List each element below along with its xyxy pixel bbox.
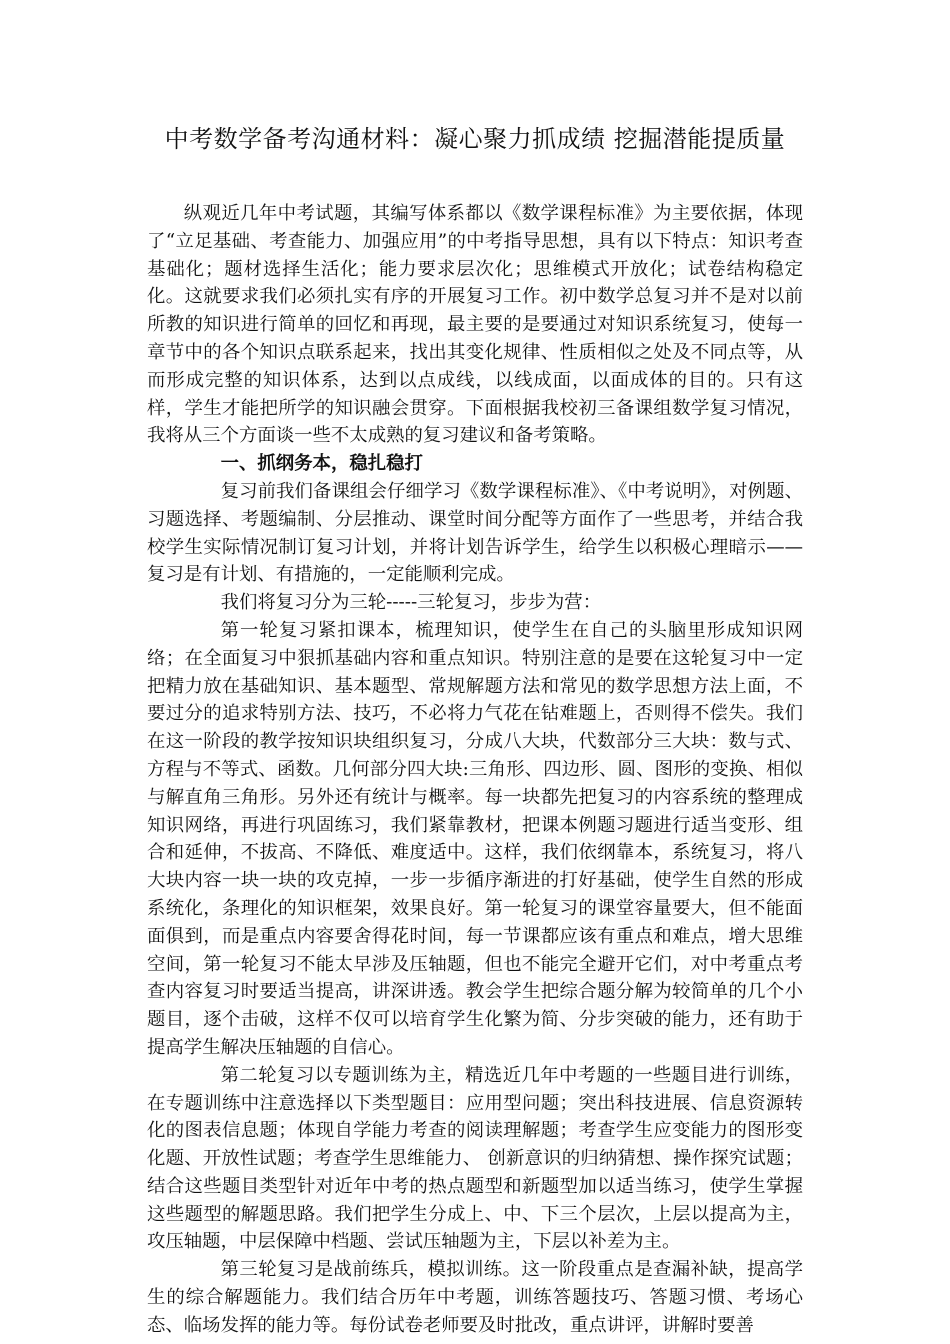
section-heading-1: 一、抓纲务本，稳扎稳打	[220, 453, 423, 475]
document-title: 中考数学备考沟通材料：凝心聚力抓成绩 挖掘潜能提质量	[164, 125, 786, 153]
intro-paragraph: 纵观近几年中考试题，其编写体系都以《数学课程标准》为主要依据，体现了“立足基础、考查能力、加强应用”的中考指导思想，具有以下特点：知识考查基础化；题材选择生活化；能力要求层次化；思维模式开放化；试卷结构稳定化。这就要求我们必须扎实有序的开展复习工作。初中数学总复习并不是对以前所教的知识进行简单的回忆和再现，最主要的是要通过对知识系统复习，使每一章节中的各个知识点联系起来，找出其变化规律、性质相似之处及不同点等，从而形成完整的知识体系，达到以点成线，以线成面，以面成体的目的。只有这样，学生才能把所学的知识融会贯穿。下面根据我校初三备课组数学复习情况，我将从三个方面谈一些不太成熟的复习建议和备考策略。	[147, 203, 803, 447]
section-paragraph-2: 我们将复习分为三轮-----三轮复习，步步为营：	[220, 592, 602, 614]
section-paragraph-3: 第一轮复习紧扣课本，梳理知识，使学生在自己的头脑里形成知识网络；在全面复习中狠抓基础内容和重点知识。特别注意的是要在这轮复习中一定把精力放在基础知识、基本题型、常规解题方法和常见的数学思想方法上面，不要过分的追求特别方法、技巧，不必将力气花在钻难题上，否则得不偿失。我们在这一阶段的教学按知识块组织复习，分成八大块，代数部分三大块：数与式、方程与不等式、函数。几何部分四大块:三角形、四边形、圆、图形的变换、相似与解直角三角形。另外还有统计与概率。每一块都先把复习的内容系统的整理成知识网络，再进行巩固练习，我们紧靠教材，把课本例题习题进行适当变形、组合和延伸，不拔高、不降低、难度适中。这样，我们依纲靠本，系统复习，将八大块内容一块一块的攻克掉，一步一步循序渐进的打好基础，使学生自然的形成系统化，条理化的知识框架，效果良好。第一轮复习的课堂容量要大，但不能面面俱到，而是重点内容要舍得花时间，每一节课都应该有重点和难点，增大思维空间，第一轮复习不能太早涉及压轴题，但也不能完全避开它们，对中考重点考查内容复习时要适当提高，讲深讲透。教会学生把综合题分解为较简单的几个小题目，逐个击破，这样不仅可以培育学生化繁为简、分步突破的能力，还有助于提高学生解决压轴题的自信心。	[147, 619, 803, 1058]
section-paragraph-5: 第三轮复习是战前练兵，模拟训练。这一阶段重点是查漏补缺，提高学生的综合解题能力。我们结合历年中考题，训练答题技巧、答题习惯、考场心态、临场发挥的能力等。每份试卷老师要及时批改，重点讲评，讲解时要善	[147, 1259, 803, 1336]
document-body	[147, 200, 803, 1340]
section-paragraph-4: 第二轮复习以专题训练为主，精选近几年中考题的一些题目进行训练，在专题训练中注意选择以下类型题目：应用型问题；突出科技进展、信息资源转化的图表信息题；体现自学能力考查的阅读理解题；考查学生应变能力的图形变化题、开放性试题；考查学生思维能力、 创新意识的归纳猜想、操作探究试题；结合这些题目类型针对近年中考的热点题型和新题型加以适当练习，使学生掌握这些题型的解题思路。我们把学生分成上、中、下三个层次，上层以提高为主，攻压轴题，中层保障中档题、尝试压轴题为主，下层以补差为主。	[147, 1064, 803, 1253]
section-paragraph-1: 复习前我们备课组会仔细学习《数学课程标准》、《中考说明》，对例题、习题选择、考题编制、分层推动、课堂时间分配等方面作了一些思考，并结合我校学生实际情况制订复习计划，并将计划告诉学生，给学生以积极心理暗示——复习是有计划、有措施的，一定能顺利完成。	[147, 480, 803, 586]
